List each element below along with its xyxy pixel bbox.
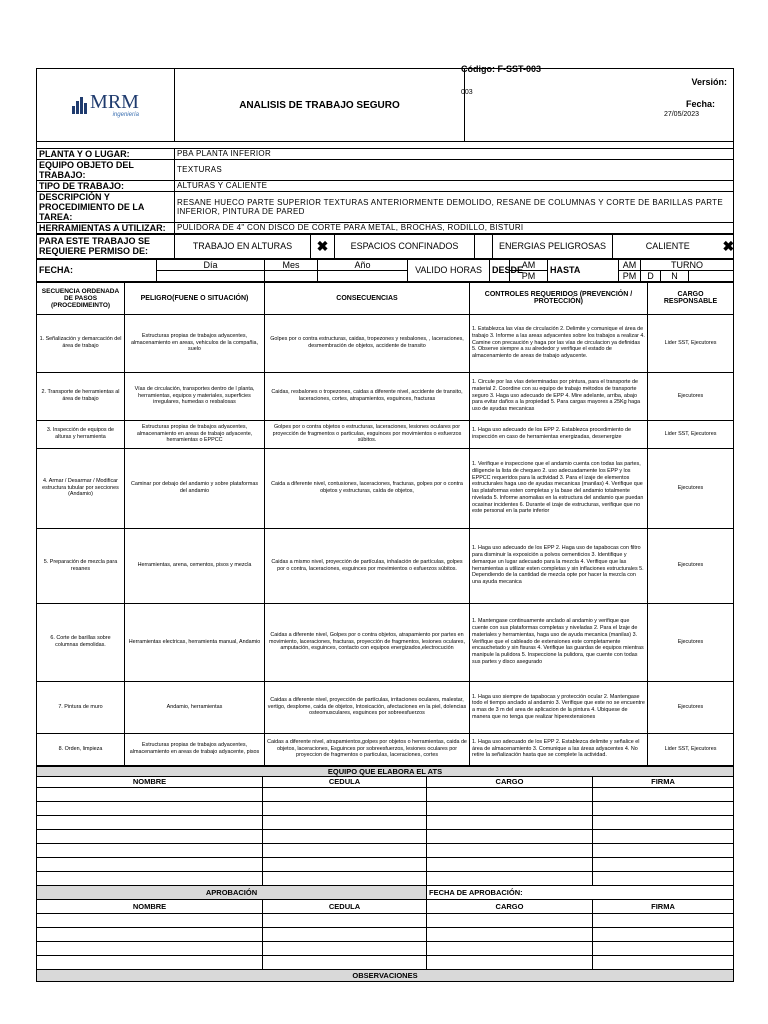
page-title: ANALISIS DE TRABAJO SEGURO — [175, 69, 465, 142]
day-label: Día — [157, 259, 265, 270]
permit-hot-check[interactable]: ✖ — [723, 234, 734, 258]
step-cell: 6. Corte de barillas sobre columnas demolidas. — [37, 603, 125, 681]
permits-table — [36, 234, 734, 259]
responsible-cell: Ejecutores — [648, 681, 734, 733]
team-name-cell[interactable] — [37, 871, 263, 885]
approval-signature-cell[interactable] — [593, 941, 734, 955]
team-role-cell[interactable] — [427, 857, 593, 871]
controls-cell: 1. Haga uso adecuado de los EPP 2. Haga uso de tapabocas con filtro para disminuir la exposición a polvos cementicios 3. Identifique y demarque un lugar adecuado para la mezcla 4. Verifique que las herramientas a utilizar esten completas y sin inflaciones estructurales 5. Dependiendo de la cantidad de mezcla opte por hacer la mezcla con una ayuda mecanica — [470, 528, 648, 603]
responsible-cell: Ejecutores — [648, 448, 734, 528]
step-cell: 8. Orden, limpieza — [37, 733, 125, 765]
from-pm: PM — [510, 270, 548, 281]
approval-role-cell[interactable] — [427, 927, 593, 941]
col-hazard: PELIGRO(FUENE O SITUACIÓN) — [125, 282, 265, 314]
approval-id-cell[interactable] — [263, 941, 427, 955]
team-row — [37, 871, 734, 885]
approval-signature-cell[interactable] — [593, 955, 734, 969]
approval-signature-cell[interactable] — [593, 913, 734, 927]
consequence-cell: Caidas a diferente nivel, Golpes por o contra objetos, atrapamiento por partes en movimiento, laceraciones, fracturas, proyección de fragmentos, lesiones oculares, amputación, esguinces, contacto con equipos energizados,electrocución — [265, 603, 470, 681]
team-name-cell[interactable] — [37, 843, 263, 857]
step-cell: 1. Señalización y demarcación del área de trabajo — [37, 314, 125, 372]
from-label: DESDE — [490, 259, 510, 281]
team-signature-header: FIRMA — [593, 776, 734, 787]
approval-name-cell[interactable] — [37, 955, 263, 969]
approval-name-cell[interactable] — [37, 941, 263, 955]
version-label: Versión: — [691, 77, 727, 87]
approval-row — [37, 927, 734, 941]
team-row — [37, 857, 734, 871]
team-signature-cell[interactable] — [593, 801, 734, 815]
from-am: AM — [510, 259, 548, 270]
header-table — [36, 64, 734, 142]
team-name-cell[interactable] — [37, 857, 263, 871]
approval-name-cell[interactable] — [37, 913, 263, 927]
team-role-cell[interactable] — [427, 801, 593, 815]
hazard-cell: Caminar por debajo del andamio y sobre plataformas del andamio — [125, 448, 265, 528]
valid-hours-label: VALIDO HORAS — [408, 259, 490, 281]
team-signature-cell[interactable] — [593, 871, 734, 885]
approval-id-header: CEDULA — [263, 899, 427, 913]
shift-n: N — [661, 270, 689, 281]
worktype-label: TIPO DE TRABAJO: — [37, 180, 175, 191]
team-signature-cell[interactable] — [593, 829, 734, 843]
approval-name-header: NOMBRE — [37, 899, 263, 913]
controls-cell: 1. Establezca las vías de circulación 2. Delimite y comunique el área de trabajo 3. Informe a las areas adyacentes sobre los trabajos a realizar 4. Camine con precaución y haga por las vías de circulacion ya definidas 5. Observe siempre a su alrededor y verifique el estado de almacenamiento de areas de trabajo adyacente. — [470, 314, 648, 372]
approval-role-cell[interactable] — [427, 941, 593, 955]
observations-title: OBSERVACIONES — [37, 969, 734, 981]
step-cell: 3. Inspección de equipos de alturas y herramienta — [37, 420, 125, 448]
company-sub: ingeniería — [112, 112, 139, 118]
team-id-cell[interactable] — [263, 871, 427, 885]
team-signature-cell[interactable] — [593, 843, 734, 857]
approval-id-cell[interactable] — [263, 955, 427, 969]
controls-cell: 1. Circule por las vías determinadas por pintura, para el transporte de material 2. Coordine con su equipo de trabajo métodos de transporte seguro 3. Haga uso adecuado de EPP 4. Mire adelante, arriba, abajo para evitar daños a la propiedad 5. Para cargas mayores a 25Kg haga uso de ayudas mecanicas — [470, 372, 648, 420]
team-name-cell[interactable] — [37, 787, 263, 801]
permit-hot: CALIENTE — [613, 234, 723, 258]
date-table — [36, 259, 734, 282]
team-id-cell[interactable] — [263, 843, 427, 857]
company-name: MRM — [90, 91, 139, 113]
team-name-cell[interactable] — [37, 801, 263, 815]
team-signature-cell[interactable] — [593, 857, 734, 871]
steps-table — [36, 282, 734, 766]
team-signature-cell[interactable] — [593, 815, 734, 829]
approval-row — [37, 955, 734, 969]
team-role-cell[interactable] — [427, 829, 593, 843]
controls-cell: 1. Mantengase continuamente anclado al andamio y verifique que cuente con sus plataformas completas y niveladas 2. Para el Izaje de materiales y herramientas, haga uso de ayuda mecanica (manilas) 3. Verifique que el cableado de extensiones este completamente encauchetado y sin fisuras 4. Verifique las guardas de equipos mientras manipule la pulidora 5. Inspeccione la pulidora, que cuente con todas sus partes y disco asegurado — [470, 603, 648, 681]
code-label: Código: F-SST-003 — [461, 64, 542, 74]
responsible-cell: Lider SST, Ejecutores — [648, 420, 734, 448]
controls-cell: 1. Verifique e inspeccione que el andamio cuenta con todas las partes, diligencie la lista de chequeo 2. uso adecuadamente los EPP y los EPPCC requeridos para la actividad 3. Para el izaje de elementos estructurales haga uso de ayudas mecanicas (manilas) 4. Verifique que las plataformas esten completas y la base del andamio totalmente nivelada 5. Informe anomalias en la estructura del andamio que puedan ocasinar incidentes 6. Durante el izaje de estructuras, verifique que no este personal en la parte inferior — [470, 448, 648, 528]
team-role-cell[interactable] — [427, 843, 593, 857]
permit-energy: ENERGIAS PELIGROSAS — [493, 234, 613, 258]
year-label: Año — [318, 259, 408, 270]
consequence-cell: Caidas a diferente nivel, atrapamientos,golpes por objetos o herramientas, caida de objetos, laceraciones, Esguinces por sobreesfuerzos, lesiones oculares por proyeccion de fragmentos o particulas, laceraciones, cortes — [265, 733, 470, 765]
step-cell: 5. Preparación de mezcla para resanes — [37, 528, 125, 603]
responsible-cell: Ejecutores — [648, 372, 734, 420]
team-id-cell[interactable] — [263, 801, 427, 815]
responsible-cell: Lider SST, Ejecutores — [648, 314, 734, 372]
team-row — [37, 829, 734, 843]
shift-label: TURNO — [641, 259, 734, 270]
month-label: Mes — [265, 259, 318, 270]
permit-confined-check[interactable] — [475, 234, 493, 258]
controls-cell: 1. Haga uso adecuado de los EPP 2. Establezca procedimiento de inspección en caso de herramientas energizadas, desenergize — [470, 420, 648, 448]
responsible-cell: Ejecutores — [648, 528, 734, 603]
building-icon — [72, 97, 87, 114]
hazard-cell: Estructuras propias de trabajos adyacentes, almacenamiento en areas de trabajo adyacente, pisos — [125, 733, 265, 765]
to-pm: PM — [619, 270, 641, 281]
team-role-cell[interactable] — [427, 787, 593, 801]
hazard-cell: Andamio, herramientas — [125, 681, 265, 733]
approval-title: APROBACIÓN — [37, 885, 427, 899]
permit-label: PARA ESTE TRABAJO SE REQUIERE PERMISO DE: — [37, 234, 175, 258]
approval-role-header: CARGO — [427, 899, 593, 913]
worktype-value: ALTURAS Y CALIENTE — [175, 180, 734, 191]
team-row — [37, 815, 734, 829]
logo — [37, 69, 175, 142]
month-input[interactable] — [265, 270, 318, 281]
equipment-value: TEXTURAS — [175, 159, 734, 180]
consequence-cell: Golpes por o contra objetos o estructuras, laceraciones, lesiones oculares por proyección de fragmentos o particulas, esguinces por movimientos o esfuerzos súbitos. — [265, 420, 470, 448]
col-consequences: CONSECUENCIAS — [265, 282, 470, 314]
team-row — [37, 787, 734, 801]
controls-cell: 1. Haga uso siempre de tapabocas y protección ocular 2. Mantengase todo el tiempo anclado al andamio 3. Verifique que este no se encuentre a mas de 3 m del area de aplicacion de la pintura 4. Ubiquese de manera que no tenga que realizar hiperextensiones — [470, 681, 648, 733]
equipment-label: EQUIPO OBJETO DEL TRABAJO: — [37, 159, 175, 180]
team-role-cell[interactable] — [427, 815, 593, 829]
team-id-header: CEDULA — [263, 776, 427, 787]
team-id-cell[interactable] — [263, 857, 427, 871]
ats-form — [36, 64, 735, 982]
team-role-header: CARGO — [427, 776, 593, 787]
plant-value: PBA PLANTA INFERIOR — [175, 148, 734, 159]
team-row — [37, 843, 734, 857]
tools-label: HERRAMIENTAS A UTILIZAR: — [37, 222, 175, 233]
col-controls: CONTROLES REQUERIDOS (PREVENCIÓN / PROTECCIÓN) — [470, 282, 648, 314]
approval-id-cell[interactable] — [263, 927, 427, 941]
approval-role-cell[interactable] — [427, 913, 593, 927]
team-table — [36, 766, 734, 982]
approval-signature-header: FIRMA — [593, 899, 734, 913]
team-id-cell[interactable] — [263, 787, 427, 801]
to-am: AM — [619, 259, 641, 270]
approval-date-label: FECHA DE APROBACIÓN: — [427, 885, 734, 899]
approval-signature-cell[interactable] — [593, 927, 734, 941]
approval-id-cell[interactable] — [263, 913, 427, 927]
col-sequence: SECUENCIA ORDENADA DE PASOS (PROCEDIMEINTO) — [37, 282, 125, 314]
description-value: RESANE HUECO PARTE SUPERIOR TEXTURAS ANTERIORMENTE DEMOLIDO, RESANE DE COLUMNAS Y CORTE DE BARILLAS PARTE INFERIOR, PINTURA DE PARED — [175, 191, 734, 222]
consequence-cell: Golpes por o contra estructuras, caidas, tropezones y resbalones, , laceraciones, desmembración de objetos, accidente de transito — [265, 314, 470, 372]
date-label: Fecha: — [685, 99, 715, 109]
team-title: EQUIPO QUE ELABORA EL ATS — [37, 766, 734, 776]
to-label: HASTA — [548, 259, 619, 281]
hazard-cell: Estructuras propias de trabajos adyacentes, almacenamiento en areas, vehiculos de la compañia, suelo — [125, 314, 265, 372]
responsible-cell: Lider SST, Ejecutores — [648, 733, 734, 765]
hazard-cell: Herramientas electricas, herramienta manual, Andamio — [125, 603, 265, 681]
date-value: 27/05/2023 — [663, 111, 699, 118]
team-name-cell[interactable] — [37, 829, 263, 843]
date-row-label: FECHA: — [37, 259, 157, 281]
step-cell: 7. Pintura de muro — [37, 681, 125, 733]
team-name-cell[interactable] — [37, 815, 263, 829]
info-table — [36, 142, 734, 234]
col-responsible: CARGO RESPONSABLE — [648, 282, 734, 314]
hazard-cell: Herramientas, arena, cementos, pisos y mezcla — [125, 528, 265, 603]
consequence-cell: Caidas a mismo nivel, proyección de partículas, inhalación de partículas, golpes por o contra, laceraciones, esguinces por movimientos o esfuerzos súbitos. — [265, 528, 470, 603]
responsible-cell: Ejecutores — [648, 603, 734, 681]
tools-value: PULIDORA DE 4" CON DISCO DE CORTE PARA METAL, BROCHAS, RODILLO, BISTURI — [175, 222, 734, 233]
step-cell: 4. Armar / Desarmar / Modificar estructura tubular por secciones (Andamio) — [37, 448, 125, 528]
permit-confined: ESPACIOS CONFINADOS — [335, 234, 475, 258]
doc-meta — [461, 64, 734, 142]
permit-heights-check[interactable]: ✖ — [311, 234, 335, 258]
shift-d: D — [641, 270, 661, 281]
team-role-cell[interactable] — [427, 871, 593, 885]
team-row — [37, 801, 734, 815]
shift-extra — [689, 270, 734, 281]
approval-row — [37, 941, 734, 955]
team-id-cell[interactable] — [263, 829, 427, 843]
hazard-cell: Vías de circulación, transportes dentro de l planta, herramientas, equipos y materiales, superficies irregulares, humedas o resbalosas — [125, 372, 265, 420]
day-input[interactable] — [157, 270, 265, 281]
consequence-cell: Caidas, resbalones o tropezones, caidas a diferente nivel, accidente de transito, laceraciones, cortes, atrapamientos, esguinces, fracturas — [265, 372, 470, 420]
hazard-cell: Estructuras propias de trabajos adyacentes, almacenamiento en areas de trabajo adyacente, herramientas o EPPCC — [125, 420, 265, 448]
description-label: DESCRIPCIÓN Y PROCEDIMIENTO DE LA TAREA: — [37, 191, 175, 222]
year-input[interactable] — [318, 270, 408, 281]
approval-role-cell[interactable] — [427, 955, 593, 969]
team-id-cell[interactable] — [263, 815, 427, 829]
team-signature-cell[interactable] — [593, 787, 734, 801]
consequence-cell: Caidas a diferente nivel, proyección de partículas, irritaciones oculares, malestar, vertigo, desplome, caida de objetos, Intoxicación, afectaciones en la piel, dolencias osteomusculares, esguinces por sobreesfuerzos — [265, 681, 470, 733]
plant-label: PLANTA Y O LUGAR: — [37, 148, 175, 159]
approval-row — [37, 913, 734, 927]
team-name-header: NOMBRE — [37, 776, 263, 787]
controls-cell: 1. Haga uso adecuado de los EPP 2. Establezca delimite y señalice el área de almacenamiento 3. Comunique a las áreas adyacentes 4. No retire la señalización hasta que se complete la actividad. — [470, 733, 648, 765]
code-value: 003 — [461, 89, 473, 96]
approval-name-cell[interactable] — [37, 927, 263, 941]
consequence-cell: Caida a diferente nivel, contusiones, laceraciones, fracturas, golpes por o contra objetos y estructuras, caída de objetos, — [265, 448, 470, 528]
step-cell: 2. Transporte de herramientas al área de trabajo — [37, 372, 125, 420]
permit-heights: TRABAJO EN ALTURAS — [175, 234, 311, 258]
